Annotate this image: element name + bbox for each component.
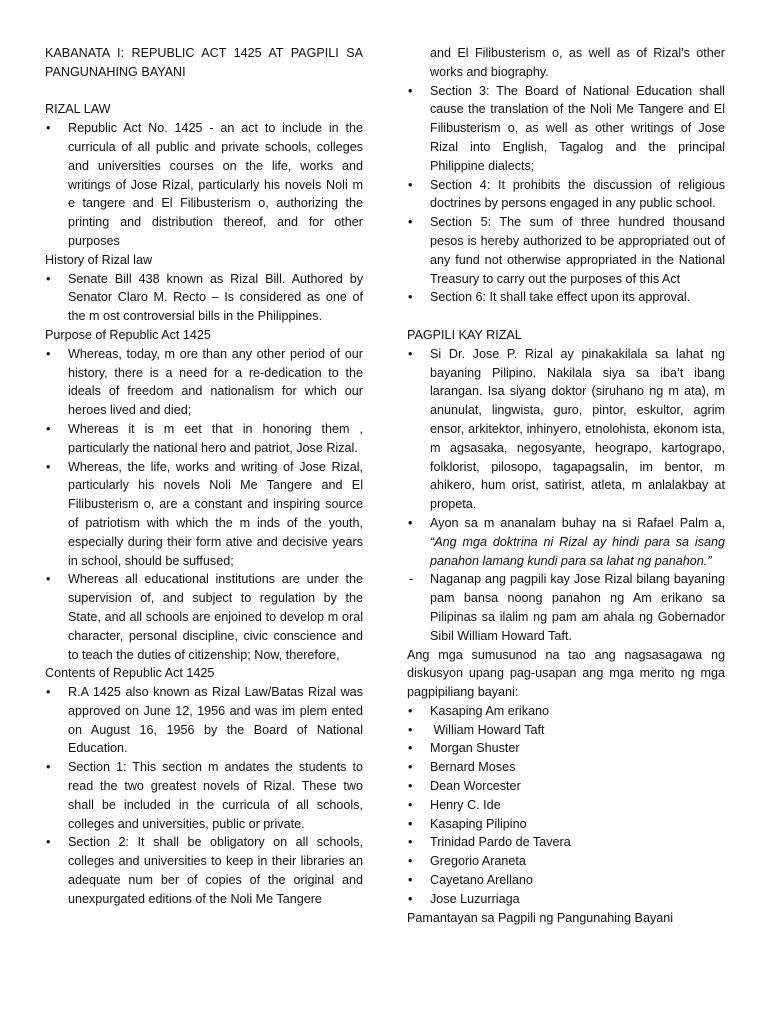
list-item: • Section 1: This section m andates the students to read the two greatest novels of Rizal. These two shall be included in the curricula of all schools, colleges and universities, public or private.: [45, 758, 363, 833]
section2-continued: and El Filibusterism o, as well as of Rizal's other works and biography.: [430, 46, 725, 79]
spacer: [45, 82, 363, 101]
list-item: • Kasaping Am erikano: [407, 702, 725, 721]
list-item: • Whereas, the life, works and writing of Jose Rizal, particularly his novels Noli Me Tangere and El Filibusterism o, are a constant and inspiring source of patriotism with which the m inds of the youth, especially during their form ative and decisive years in school, should be suffused;: [45, 458, 363, 571]
list-item: • Henry C. Ide: [407, 796, 725, 815]
list-item: • Whereas it is m eet that in honoring them , particularly the national hero and patriot, Jose Rizal.: [45, 420, 363, 458]
list-item: • Dean Worcester: [407, 777, 725, 796]
list-item: • Jose Luzurriaga: [407, 890, 725, 909]
list-item: [407, 514, 725, 570]
list-item: • Section 2: It shall be obligatory on all schools, colleges and universities to keep in their libraries an adequate num ber of copies of the original and unexpurgated editions of the Noli Me Tangere: [45, 833, 363, 908]
chapter-title: KABANATA I: REPUBLIC ACT 1425 AT PAGPILI SA PANGUNAHING BAYANI: [45, 46, 363, 79]
purpose-list: [45, 345, 363, 665]
pagpili-list: [407, 345, 725, 571]
list-item: • Kasaping Pilipino: [407, 815, 725, 834]
list-item: • Section 6: It shall take effect upon its approval.: [407, 288, 725, 307]
list-item: • Bernard Moses: [407, 758, 725, 777]
list-item: • Morgan Shuster: [407, 739, 725, 758]
list-item: • Section 4: It prohibits the discussion of religious doctrines by persons engaged in any public school.: [407, 176, 725, 214]
spacer: [407, 307, 725, 326]
list-item: • Whereas, today, m ore than any other period of our history, there is a need for a re-dedication to the ideals of freedom and nationalism for which our heroes lived and died;: [45, 345, 363, 420]
rizal-law-list: [45, 119, 363, 251]
list-item: • Republic Act No. 1425 - an act to include in the curricula of all public and private schools, colleges and universities courses on the life, works and writings of Jose Rizal, particularly his novels Noli m e tangere and El Filibusterism o, authorizing the printing and distribution thereof, and for other purposes: [45, 119, 363, 251]
contents-list: [45, 683, 363, 909]
left-column: [45, 44, 363, 909]
discussants-list: [407, 702, 725, 909]
contents-heading: Contents of Republic Act 1425: [45, 666, 215, 681]
list-item: • Cayetano Arellano: [407, 871, 725, 890]
dash-list: [407, 570, 725, 645]
list-item: • Senate Bill 438 known as Rizal Bill. Authored by Senator Claro M. Recto – Is considered as one of the m ost controversial bills in the Philippines.: [45, 270, 363, 326]
closing-heading: Pamantayan sa Pagpili ng Pangunahing Bayani: [407, 910, 674, 925]
history-heading: History of Rizal law: [45, 252, 153, 267]
list-item: • Section 3: The Board of National Education shall cause the translation of the Noli Me Tangere and El Filibusterism o, as well as other writings of Jose Rizal into English, Tagalog and the principal Philippine dialects;: [407, 82, 725, 176]
list-item: • Gregorio Araneta: [407, 852, 725, 871]
sections-list: [407, 82, 725, 308]
palma-intro: Ayon sa m ananalam buhay na si Rafael Palm a,: [430, 515, 725, 530]
rizal-law-heading: RIZAL LAW: [45, 102, 111, 117]
list-item: • Si Dr. Jose P. Rizal ay pinakakilala sa lahat ng bayaning Pilipino. Nakilala siya sa iba’t ibang larangan. Isa siyang doktor (siruhano ng m ata), m anunulat, lingwista, guro, pintor, eskultor, agrim ensor, arkitektor, inhinyero, etnolohista, ekonom ista, m agsasaka, negosyante, heograpo, kartograpo, folklorist, pilosopo, tagapagsalin, im bentor, m ahikero, hum orist, satirist, atleta, m anlalakbay at propeta.: [407, 345, 725, 514]
list-item: • R.A 1425 also known as Rizal Law/Batas Rizal was approved on June 12, 1956 and was im plem ented on August 16, 1956 by the Board of National Education.: [45, 683, 363, 758]
purpose-heading: Purpose of Republic Act 1425: [45, 327, 211, 342]
right-column: [407, 44, 725, 927]
palma-quote: “Ang mga doktrina ni Rizal ay hindi para sa isang panahon lamang kundi para sa lahat ng panahon.”: [430, 534, 725, 568]
list-item: • Trinidad Pardo de Tavera: [407, 833, 725, 852]
pagpili-heading: PAGPILI KAY RIZAL: [407, 327, 522, 342]
list-item: • William Howard Taft: [407, 721, 725, 740]
list-item: - Naganap ang pagpili kay Jose Rizal bilang bayaning pam bansa noong panahon ng Am erikano sa Pilipinas sa ilalim ng pam am ahala ng Gobernador Sibil William Howard Taft.: [407, 570, 725, 645]
list-item: • Whereas all educational institutions are under the supervision of, and subject to regulation by the State, and all schools are enjoined to develop m oral character, personal discipline, civic conscience and to teach the duties of citizenship; Now, therefore,: [45, 570, 363, 664]
history-list: [45, 270, 363, 326]
list-item: • Section 5: The sum of three hundred thousand pesos is hereby authorized to be appropriated out of any fund not otherwise appropriated in the National Treasury to carry out the purposes of this Act: [407, 213, 725, 288]
discussants-intro: Ang mga sumusunod na tao ang nagsasagawa ng diskusyon upang pag-usapan ang mga merito ng mga pagpipiliang bayani:: [407, 647, 725, 700]
